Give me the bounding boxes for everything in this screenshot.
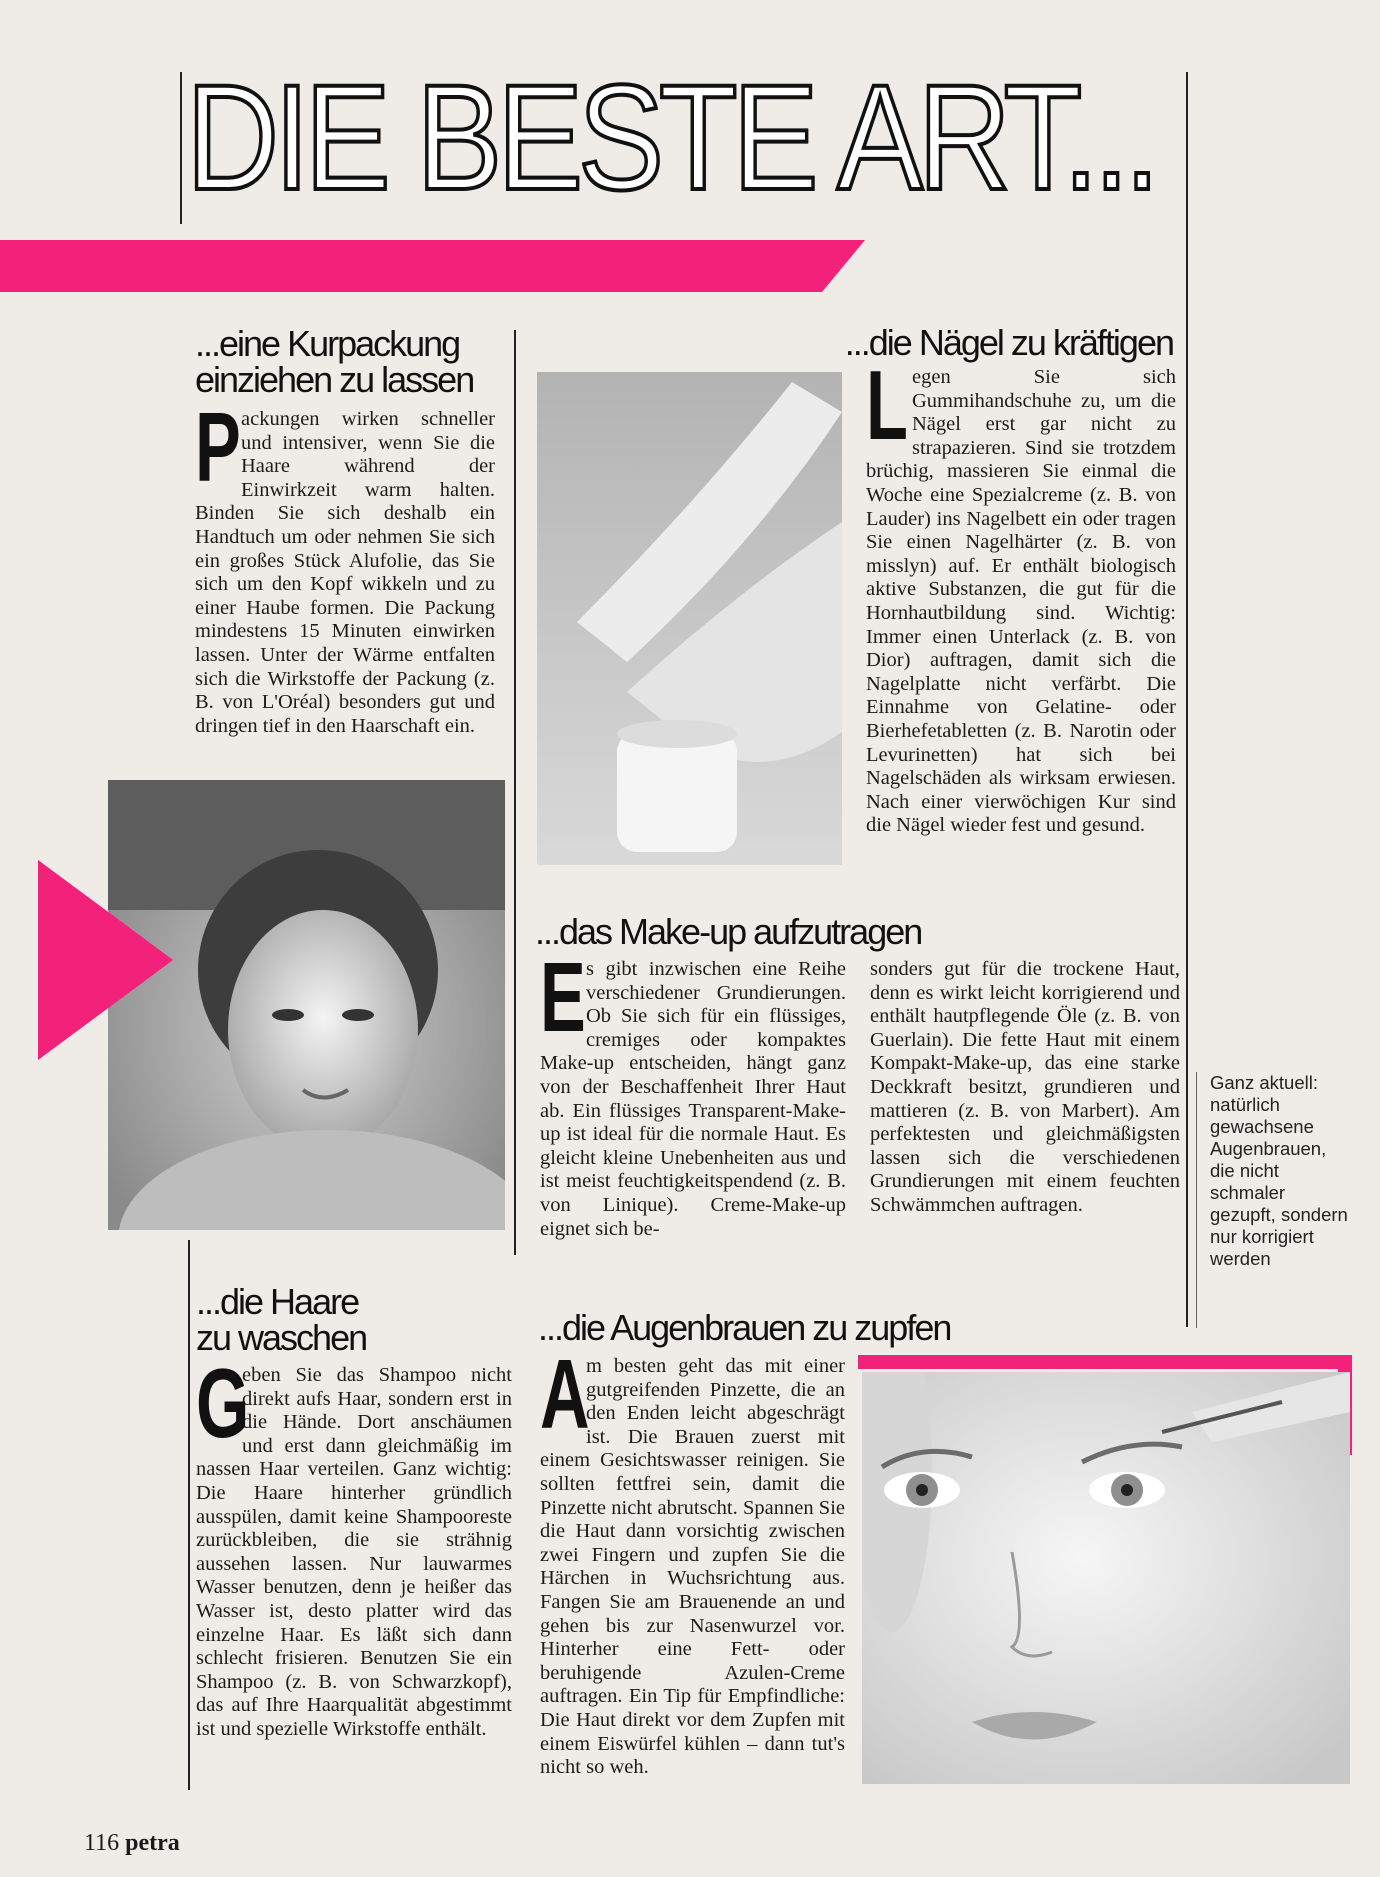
body-makeup-col2: sonders gut für die trockene Haut, denn es wirkt leicht korrigierend und enthält hautpflegende Öle (z. B. von Guerlain). Die fette Haut mit einem Kompakt-Make-up, das eine starke Deckkraft besitzt, grundieren und mattieren (z. B. von Marbert). Am perfektesten und gleichmäßigsten lassen sich die verschiedenen Grundierungen mit einem feuchten Schwämmchen auftragen. [870, 958, 1180, 1216]
text-kurpackung: ackungen wirken schneller und intensiver, wenn Sie die Haare während der Einwirkzeit warm halten. Binden Sie sich deshalb ein Handtuch um oder nehmen Sie sich ein großes Stück Alufolie, das Sie sich um den Kopf wikkeln und zu einer Haube formen. Die Packung mindestens 15 Minuten einwirken lassen. Unter der Wärme entfalten sich die Wirkstoffe der Packung (z. B. von L'Oréal) besonders gut und dringen tief in den Haarschaft ein. [195, 408, 495, 737]
heading-haare-line2: zu waschen [196, 1317, 367, 1358]
body-makeup-col1 [540, 942, 846, 1241]
section-kurpackung [195, 323, 495, 738]
photo-eyebrows-face [862, 1372, 1350, 1784]
initial-augenbrauen: A [540, 1339, 590, 1449]
heading-kurpackung-line2: einziehen zu lassen [195, 359, 474, 400]
heading-makeup: ...das Make-up aufzutragen [535, 911, 922, 952]
initial-naegel: L [866, 350, 908, 460]
heading-naegel: ...die Nägel zu kräftigen [844, 322, 1173, 363]
text-augenbrauen: m besten geht das mit einer gutgreifenden Pinzette, die an den Enden leicht abgeschrägt ist. Die Brauen zuerst mit einem Gesichtswasser reinigen. Sie sollten fettfrei sein, damit die Pinzette nicht abrutscht. Spannen Sie die Haut dann vorsichtig zwischen zwei Fingern und zupfen Sie die Härchen in Wuchsrichtung aus. Fangen Sie am Brauenende an und gehen bis zur Nasenwurzel vor. Hinterher eine Fett- oder beruhigende Azulen-Creme auftragen. Ein Tip für Empfindliche: Die Haut direkt vor dem Zupfen mit einem Eiswürfel kühlen – dann tut's nicht so weh. [540, 1355, 845, 1779]
body-augenbrauen [540, 1339, 845, 1780]
pink-banner [0, 240, 870, 292]
pink-triangle-pointer [38, 860, 178, 1060]
page-number: 116 [84, 1830, 120, 1856]
column-rule-middle [514, 330, 516, 1255]
photo-hands-nails [537, 372, 842, 865]
heading-kurpackung-line1: ...eine Kurpackung [195, 323, 460, 364]
heading-augenbrauen: ...die Augenbrauen zu zupfen [538, 1307, 951, 1348]
body-haare [196, 1348, 512, 1742]
caption-eyebrows: Ganz aktuell: natürlich gewachsene Augenbrauen, die nicht schmaler gezupft, sondern nur korrigiert werden [1210, 1072, 1348, 1269]
page-rule-right [1186, 72, 1188, 1327]
caption-rule [1196, 1072, 1197, 1328]
text-makeup-col1: s gibt inzwischen eine Reihe verschiedener Grundierungen. Ob Sie sich für ein flüssiges, cremiges oder kompaktes Make-up entscheiden, hängt ganz von der Beschaffenheit Ihrer Haut ab. Ein flüssiges Transparent-Make-up ist ideal für die normale Haut. Es gleicht kleine Unebenheiten aus und ist meist feuchtigkeitspendend (z. B. von Linique). Creme-Make-up eignet sich be- [540, 958, 846, 1240]
initial-haare: G [196, 1348, 250, 1458]
title-rule-left [180, 72, 182, 224]
section-haare [196, 1281, 512, 1742]
heading-haare-line1: ...die Haare [196, 1281, 359, 1322]
body-naegel [866, 350, 1176, 838]
page-folio [84, 1830, 180, 1857]
initial-kurpackung: P [195, 392, 241, 502]
column-rule-left [188, 1240, 190, 1790]
magazine-name: petra [125, 1830, 180, 1856]
page-title: DIE BESTE ART... [186, 53, 1155, 221]
text-haare: eben Sie das Shampoo nicht direkt aufs Haar, sondern erst in die Hände. Dort anschäumen und erst dann gleichmäßig im nassen Haar verteilen. Ganz wichtig: Die Haare hinterher gründlich ausspülen, damit keine Shampooreste zurückbleiben, die sie strähnig aussehen lassen. Nur lauwarmes Wasser benutzen, denn je heißer das Wasser ist, desto platter wird das einzelne Haar. Es läßt sich dann schlecht frisieren. Benutzen Sie ein Shampoo (z. B. von Schwarzkopf), das auf Ihre Haarqualität abgestimmt ist und spezielle Wirkstoffe enthält. [196, 1364, 512, 1740]
body-kurpackung [195, 392, 495, 738]
pink-frame-top [858, 1355, 1352, 1369]
initial-makeup: E [540, 942, 586, 1052]
text-naegel: egen Sie sich Gummihandschuhe zu, um die Nägel erst gar nicht zu strapazieren. Sind sie trotzdem brüchig, massieren Sie einmal die Woche eine Spezialcreme (z. B. von Lauder) ins Nagelbett ein oder tragen Sie einen Nagelhärter (z. B. von misslyn) auf. Er enthält biologisch aktive Substanzen, die gut für die Hornhautbildung sind. Wichtig: Immer einen Unterlack (z. B. von Dior) auftragen, damit sich die Nagelplatte nicht verfärbt. Die Einnahme von Gelatine- oder Bierhefetabletten (z. B. Narotin oder Levurinetten) hat sich bei Nagelschäden als wirksam erwiesen. Nach einer vierwöchigen Kur sind die Nägel wieder fest und gesund. [866, 366, 1176, 837]
